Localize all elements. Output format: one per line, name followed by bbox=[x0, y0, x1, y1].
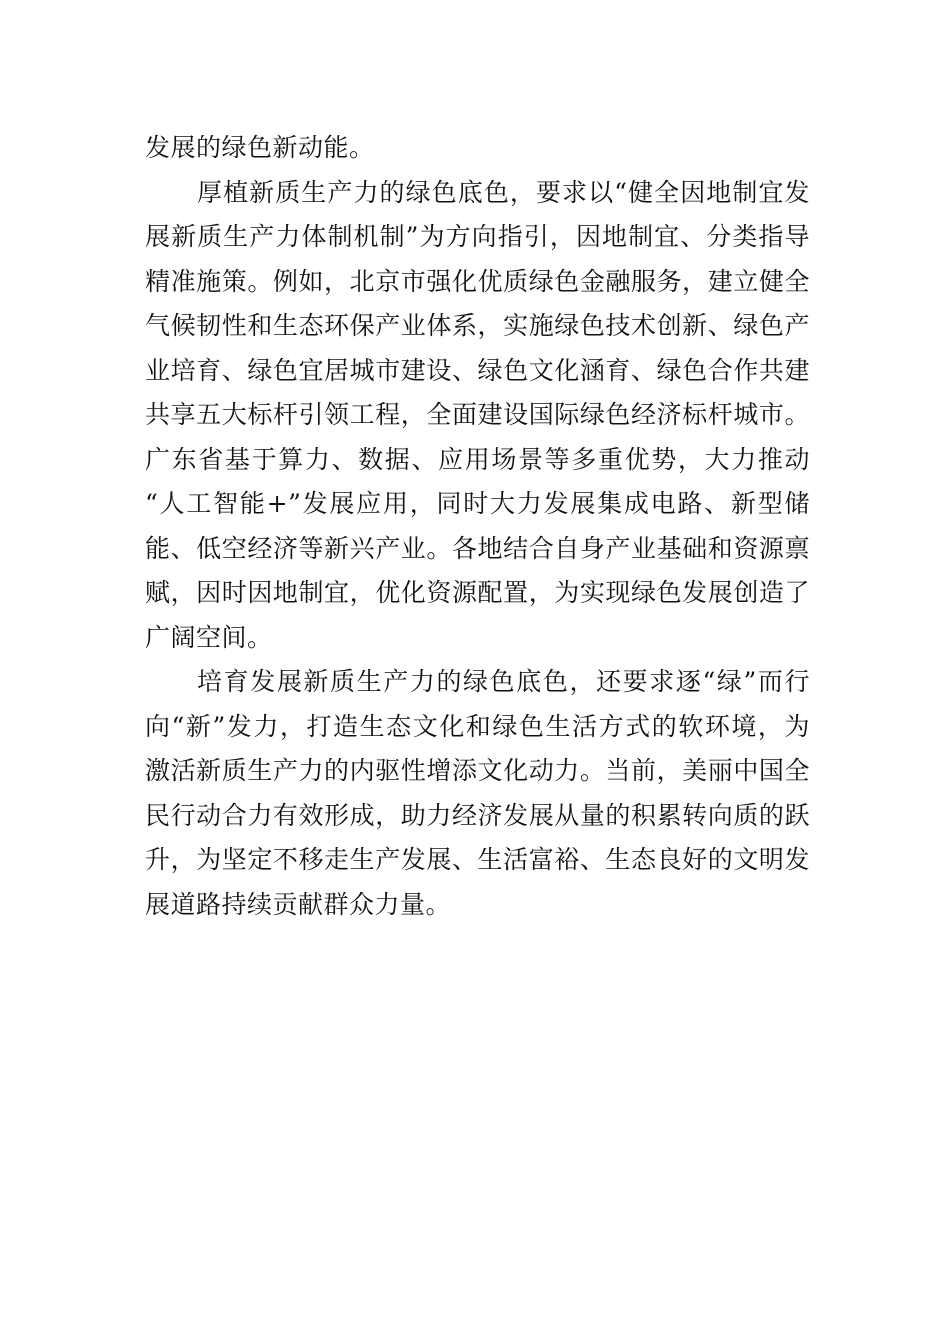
text-line: 展道路持续贡献群众力量。 bbox=[145, 889, 452, 919]
text-line: 发展的绿色新动能。 bbox=[145, 133, 375, 162]
text-line: 展新质生产力体制机制”为方向指引，因地制宜、分类指导 bbox=[145, 222, 810, 251]
text-line: 培育发展新质生产力的绿色底色，还要求逐“绿”而行 bbox=[197, 667, 810, 696]
paragraph-1 bbox=[145, 126, 810, 171]
text-line: 精准施策。例如，北京市强化优质绿色金融服务，建立健全 bbox=[145, 266, 810, 296]
text-line: 广东省基于算力、数据、应用场景等多重优势，大力推动 bbox=[145, 444, 810, 474]
paragraph-3 bbox=[145, 660, 810, 927]
text-line: 激活新质生产力的内驱性增添文化动力。当前，美丽中国全 bbox=[145, 756, 810, 785]
text-line: 气候韧性和生态环保产业体系，实施绿色技术创新、绿色产 bbox=[145, 311, 810, 340]
text-line: 能、低空经济等新兴产业。各地结合自身产业基础和资源禀 bbox=[145, 533, 810, 563]
text-line: 民行动合力有效形成，助力经济发展从量的积累转向质的跃 bbox=[145, 800, 810, 830]
text-line: 厚植新质生产力的绿色底色，要求以“健全因地制宜发 bbox=[197, 177, 810, 207]
text-line: 广阔空间。 bbox=[145, 622, 273, 652]
text-line: 业培育、绿色宜居城市建设、绿色文化涵育、绿色合作共建 bbox=[145, 355, 810, 385]
text-line: 向“新”发力，打造生态文化和绿色生活方式的软环境，为 bbox=[145, 711, 810, 741]
paragraph-2 bbox=[145, 171, 810, 661]
text-line: “人工智能+”发展应用，同时大力发展集成电路、新型储 bbox=[145, 489, 810, 518]
text-line: 升，为坚定不移走生产发展、生活富裕、生态良好的文明发 bbox=[145, 845, 810, 874]
text-line: 共享五大标杆引领工程，全面建设国际绿色经济标杆城市。 bbox=[145, 400, 810, 429]
document-body bbox=[145, 126, 810, 927]
text-line: 赋，因时因地制宜，优化资源配置，为实现绿色发展创造了 bbox=[145, 578, 810, 607]
